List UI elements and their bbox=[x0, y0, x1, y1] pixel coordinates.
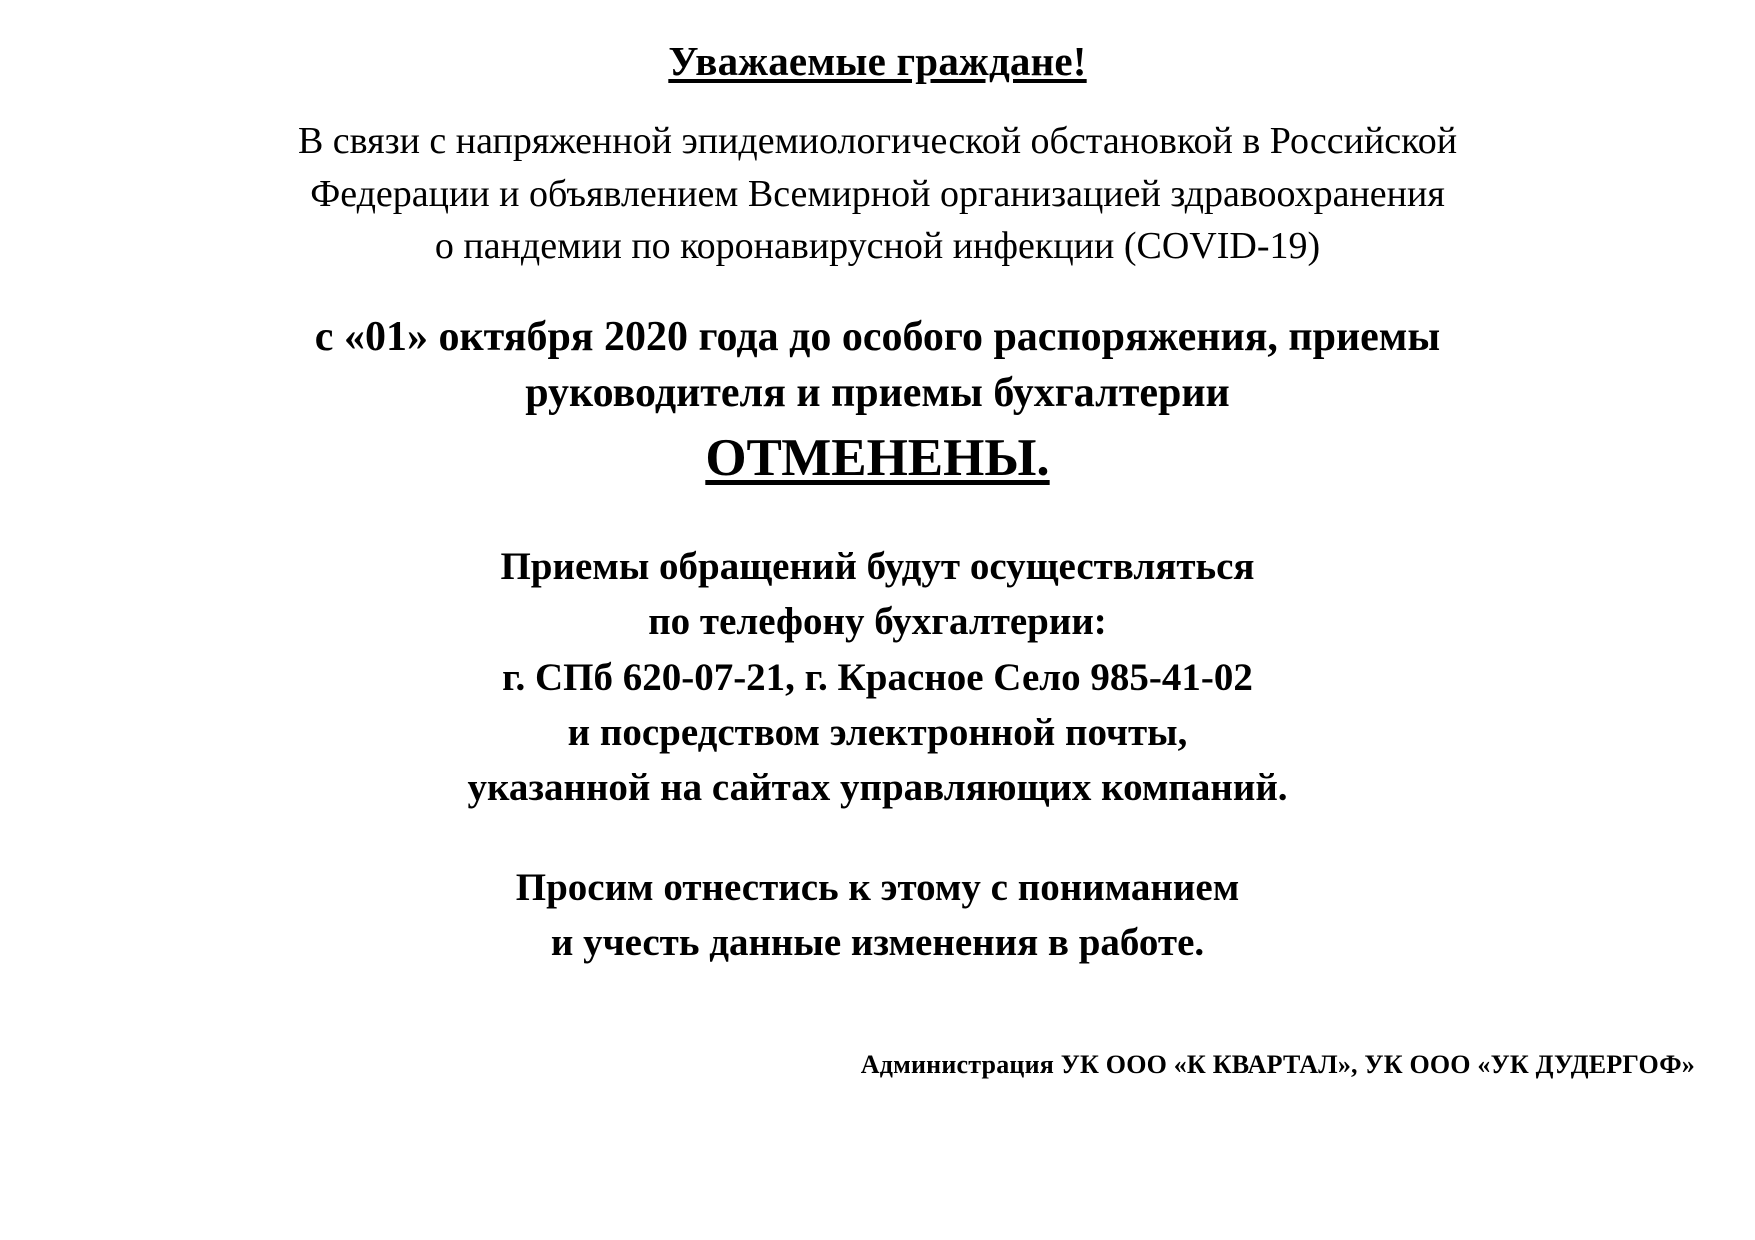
request-paragraph bbox=[128, 860, 1628, 971]
contacts-paragraph bbox=[128, 539, 1628, 816]
contacts-line: Приемы обращений будут осуществляться bbox=[500, 544, 1255, 588]
headline-line: руководителя и приемы бухгалтерии bbox=[525, 369, 1230, 416]
intro-line: Федерации и объявлением Всемирной организацией здравоохранения bbox=[310, 172, 1445, 215]
request-line: Просим отнестись к этому с пониманием bbox=[515, 865, 1240, 909]
headline-line: с «01» октября 2020 года до особого распоряжения, приемы bbox=[314, 314, 1441, 361]
contacts-line: указанной на сайтах управляющих компаний. bbox=[467, 766, 1288, 810]
intro-line: о пандемии по коронавирусной инфекции (COVID-19) bbox=[434, 225, 1321, 268]
page-title: Уважаемые граждане! bbox=[668, 38, 1087, 84]
intro-paragraph bbox=[148, 115, 1608, 272]
request-line: и учесть данные изменения в работе. bbox=[550, 921, 1205, 965]
intro-line: В связи с напряженной эпидемиологической обстановкой в Российской bbox=[297, 120, 1458, 163]
phone-numbers-line: г. СПб 620-07-21, г. Красное Село 985-41-02 bbox=[502, 655, 1253, 699]
contacts-line: по телефону бухгалтерии: bbox=[648, 600, 1107, 644]
signature: Администрация УК ООО «К КВАРТАЛ», УК ООО «УК ДУДЕРГОФ» bbox=[860, 1050, 1695, 1079]
cancelled-status: ОТМЕНЕНЫ. bbox=[705, 429, 1050, 488]
contacts-line: и посредством электронной почты, bbox=[567, 711, 1188, 755]
headline-paragraph bbox=[98, 310, 1658, 421]
